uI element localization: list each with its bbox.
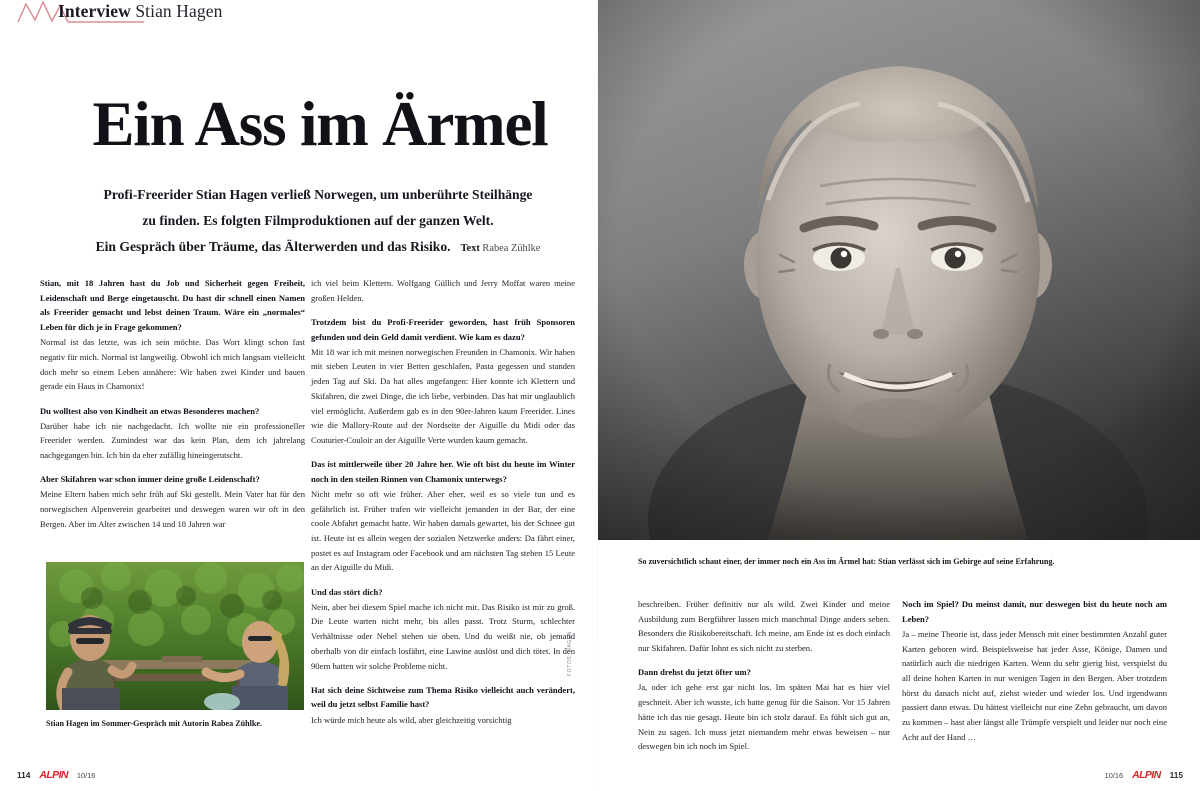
page-number-right: 115: [1169, 770, 1183, 780]
page-title: Ein Ass im Ärmel: [92, 89, 548, 159]
running-head-section: Interview: [58, 1, 131, 21]
byline: [461, 243, 541, 254]
alpin-logo-right: ALPIN: [1132, 769, 1161, 781]
interview-question: Das ist mittlerweile über 20 Jahre her. Wie oft bist du heute im Winter noch in den steilen Rinnen von Chamonix unterwegs?: [311, 459, 575, 484]
inset-photo-caption: Stian Hagen im Sommer-Gespräch mit Autorin Rabea Zühlke.: [46, 719, 262, 728]
inset-interview-photo: [46, 562, 304, 710]
body-column-2: [311, 276, 575, 766]
bench-scene-illustration: [46, 562, 304, 710]
interview-answer: Mit 18 war ich mit meinen norwegischen Freunden in Chamonix. Wir haben mit sieben Leuten in vier Betten geschlafen, Pasta gegessen und standen jeden Tag auf Ski. Da hat alles angefangen: Hier konnte ich Klettern und Skifahren, die zwei Dinge, die ich liebe, verbinden. Das hat mir unglaublich viel ermöglicht. Außerdem gab es in den 90er-Jahren kaum Freerider. Lines wie die Mallory-Route auf der Nordseite der Aiguille du Midi oder das Couturier-Couloir an der Aiguille Verte wurden kaum gemacht.: [311, 346, 575, 445]
issue-left: 10/16: [76, 770, 96, 780]
interview-question: Stian, mit 18 Jahren hast du Job und Sicherheit gegen Freiheit, Leidenschaft und Berge eingetauscht. Du hast dir schnell einen Namen als Freerider gemacht und lebst deinen Traum. Wäre ein „normales“ Leben für dich je in Frage gekommen?: [40, 278, 305, 333]
standfirst-line-1: Profi-Freerider Stian Hagen verließ Norwegen, um unberührte Steilhänge: [103, 187, 533, 202]
interview-question: Und das stört dich?: [311, 586, 383, 597]
spread-gutter: [597, 0, 598, 791]
interview-answer: beschreiben. Früher definitiv nur als wild. Zwei Kinder und meine Ausbildung zum Bergführer lassen mich manchmal Dinge anders sehen. Besonders die Risikobereitschaft. Ich meine, am Ende ist es doch einfach nur Skifahren. Dafür lohnt es sich nicht zu sterben.: [638, 599, 890, 654]
hero-portrait-photo: [598, 0, 1200, 540]
interview-question: Du wolltest also von Kindheit an etwas Besonderes machen?: [40, 405, 260, 416]
interview-answer: Nein, aber bei diesem Spiel mache ich nicht mit. Das Risiko ist mir zu groß. Die Leute warten nicht mehr, bis alles passt. Trotz Sturm, schlechter Verhältnisse oder Nebel stehen sie oben. Und du weißt nie, ob jemand oberhalb von dir einfach losfährt, eine Lawine auslöst und dich tötet. In den 90ern hatten wir solche Probleme nicht.: [311, 601, 575, 671]
portrait-illustration: [598, 0, 1200, 540]
interview-question: Noch im Spiel? Du meinst damit, nur deswegen bist du heute noch am Leben?: [902, 599, 1167, 624]
interview-answer: Ich würde mich heute als wild, aber gleichzeitig vorsichtig: [311, 714, 512, 725]
interview-answer: Nicht mehr so oft wie früher. Aber eher, weil es so viele tun und es gefährlich ist. Früher trafen wir vielleicht jemanden in der Bar, der eine coole Abfahrt gemacht hatte. Wir haben damals gewartet, bis der Schnee gut ist. Heute ist es allein wegen der sozialen Netzwerke anders: Da fährt einer, postet es auf Instagram oder Facebook und am nächsten Tag stehen 15 Leute an der Aiguille du Midi.: [311, 488, 575, 573]
alpin-logo-left: ALPIN: [39, 769, 68, 781]
interview-question: Aber Skifahren war schon immer deine große Leidenschaft?: [40, 474, 260, 485]
hero-photo-caption: So zuversichtlich schaut einer, der immer noch ein Ass im Ärmel hat: Stian verlässt sich im Gebirge auf seine Erfahrung.: [638, 557, 1055, 566]
interview-question: Dann drehst du jetzt öfter um?: [638, 667, 751, 678]
interview-answer: Meine Eltern haben mich sehr früh auf Ski gestellt. Mein Vater hat für den norwegischen Alpenverein gearbeitet und deswegen waren wir oft in den Bergen. Aber im Alter zwischen 14 und 18 Jahren war: [40, 489, 305, 529]
interview-answer: ich viel beim Klettern. Wolfgang Güllich und Jerry Moffat waren meine großen Helden.: [311, 278, 575, 303]
running-head-label: [58, 1, 222, 22]
standfirst: [68, 182, 568, 261]
byline-label: Text: [460, 243, 480, 255]
standfirst-line-3: Ein Gespräch über Träume, das Älterwerden und das Risiko.: [95, 239, 451, 255]
byline-author: Rabea Zühlke: [482, 243, 541, 255]
running-head-subject: Stian Hagen: [135, 1, 223, 21]
folio-right: [1105, 767, 1183, 783]
running-head: [16, 0, 396, 26]
issue-right: 10/16: [1104, 770, 1124, 780]
body-column-1: [40, 276, 305, 546]
interview-answer: Ja, oder ich gehe erst gar nicht los. Im späten Mai hat es hier viel geschneit. Aber ich wusste, ich hatte genug für die Saison. Vor 15 Jahren hätte ich das nie gesagt. Heute bin ich stolz darauf. Es fühlt sich gut an, Nein zu sagen. Ich muss jetzt niemandem mehr etwas beweisen – nur deswegen bin ich noch im Spiel.: [638, 682, 890, 752]
photo-credit: FOTOS: HAGEN: [567, 631, 573, 676]
interview-question: Hat sich deine Sichtweise zum Thema Risiko vielleicht auch verändert, weil du jetzt selbst Familie hast?: [311, 684, 575, 710]
body-column-3: [638, 597, 890, 769]
interview-answer: Ja – meine Theorie ist, dass jeder Mensch mit einer bestimmten Anzahl guter Karten geboren wird. Beispielsweise hat jeder Asse, Könige, Damen und natürlich auch die niedrigen Karten. Wenn du sehr gierig bist, verspielst du all deine hohen Karten in nur wenigen Tagen in den Bergen. Aber trotzdem hörst du danach nicht auf, ziehst wieder und wieder los. Und irgendwann passiert dann etwas. Du hättest vielleicht nur eine Zehn gebraucht, um davon zu kommen – hast aber längst alle Trümpfe verspielt und leider nur noch eine Acht auf der Hand …: [902, 628, 1167, 742]
standfirst-line-2: zu finden. Es folgten Filmproduktionen auf der ganzen Welt.: [142, 213, 494, 229]
folio-left: [17, 767, 95, 783]
interview-question: Trotzdem bist du Profi-Freerider geworden, hast früh Sponsoren gefunden und dein Geld damit verdient. Wie kam es dazu?: [311, 316, 575, 342]
interview-answer: Darüber habe ich nie nachgedacht. Ich wollte nie ein professioneller Freerider werden. Zumindest war das kein Plan, dem ich jahrelang nachgegangen bin. Ich bin da eher zufällig hineingerutscht.: [40, 420, 305, 461]
page-number-left: 114: [17, 770, 31, 780]
interview-answer: Normal ist das letzte, was ich sein möchte. Das Wort klingt schon fast negativ für mich. Normal ist langweilig. Obwohl ich mich langsam vielleicht doch mehr so einem Leben annähere: Wir haben zwei Kinder und bauen gerade ein Haus in Chamonix!: [40, 337, 305, 392]
body-column-4: [902, 597, 1167, 769]
